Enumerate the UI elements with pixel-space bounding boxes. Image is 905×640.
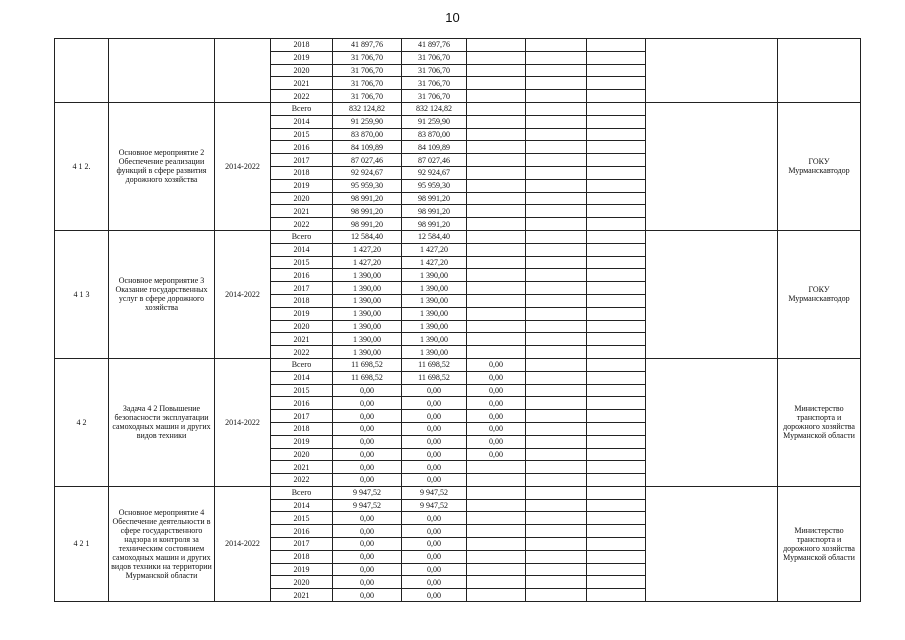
regional-budget-cell: 832 124,82: [402, 102, 467, 115]
total-amount-cell: 0,00: [333, 589, 402, 602]
empty-cell: [526, 448, 587, 461]
regional-budget-cell: 31 706,70: [402, 51, 467, 64]
total-amount-cell: 31 706,70: [333, 51, 402, 64]
year-cell: 2018: [271, 294, 333, 307]
empty-cell: [526, 39, 587, 52]
empty-cell: [526, 230, 587, 243]
total-amount-cell: 1 390,00: [333, 269, 402, 282]
year-cell: 2017: [271, 154, 333, 167]
blank-column-cell: [646, 358, 778, 486]
extra-amount-cell: [467, 128, 526, 141]
empty-cell: [526, 115, 587, 128]
empty-cell: [587, 256, 646, 269]
extra-amount-cell: [467, 179, 526, 192]
empty-cell: [526, 294, 587, 307]
executor-cell: Министерство транспорта и дорожного хозяйства Мурманской области: [778, 486, 861, 601]
year-cell: 2020: [271, 320, 333, 333]
extra-amount-cell: [467, 589, 526, 602]
total-amount-cell: 9 947,52: [333, 486, 402, 499]
extra-amount-cell: [467, 346, 526, 359]
empty-cell: [526, 205, 587, 218]
empty-cell: [526, 486, 587, 499]
year-cell: 2019: [271, 563, 333, 576]
year-cell: 2019: [271, 179, 333, 192]
year-cell: 2017: [271, 282, 333, 295]
year-cell: 2022: [271, 474, 333, 487]
year-cell: 2020: [271, 192, 333, 205]
year-cell: 2018: [271, 166, 333, 179]
empty-cell: [587, 320, 646, 333]
empty-cell: [526, 282, 587, 295]
empty-cell: [587, 51, 646, 64]
empty-cell: [587, 512, 646, 525]
regional-budget-cell: 0,00: [402, 397, 467, 410]
extra-amount-cell: [467, 461, 526, 474]
year-cell: 2016: [271, 397, 333, 410]
total-amount-cell: 1 390,00: [333, 333, 402, 346]
regional-budget-cell: 95 959,30: [402, 179, 467, 192]
regional-budget-cell: 0,00: [402, 589, 467, 602]
empty-cell: [526, 499, 587, 512]
empty-cell: [526, 192, 587, 205]
section-period-cell: 2014-2022: [215, 102, 271, 230]
regional-budget-cell: 0,00: [402, 550, 467, 563]
empty-cell: [526, 576, 587, 589]
extra-amount-cell: 0,00: [467, 358, 526, 371]
empty-cell: [526, 371, 587, 384]
empty-cell: [526, 474, 587, 487]
empty-cell: [526, 154, 587, 167]
year-cell: 2020: [271, 64, 333, 77]
extra-amount-cell: 0,00: [467, 384, 526, 397]
total-amount-cell: 0,00: [333, 512, 402, 525]
total-amount-cell: 0,00: [333, 538, 402, 551]
empty-cell: [526, 397, 587, 410]
year-cell: 2016: [271, 141, 333, 154]
empty-cell: [587, 128, 646, 141]
regional-budget-cell: 1 390,00: [402, 333, 467, 346]
total-amount-cell: 31 706,70: [333, 64, 402, 77]
total-amount-cell: 0,00: [333, 550, 402, 563]
regional-budget-cell: 84 109,89: [402, 141, 467, 154]
empty-cell: [587, 371, 646, 384]
regional-budget-cell: 0,00: [402, 538, 467, 551]
extra-amount-cell: 0,00: [467, 448, 526, 461]
empty-cell: [526, 422, 587, 435]
total-amount-cell: 1 390,00: [333, 320, 402, 333]
extra-amount-cell: [467, 333, 526, 346]
year-cell: 2018: [271, 39, 333, 52]
empty-cell: [526, 243, 587, 256]
regional-budget-cell: 9 947,52: [402, 499, 467, 512]
regional-budget-cell: 11 698,52: [402, 358, 467, 371]
empty-cell: [526, 358, 587, 371]
year-cell: 2019: [271, 435, 333, 448]
empty-cell: [587, 154, 646, 167]
blank-column-cell: [646, 39, 778, 103]
regional-budget-cell: 98 991,20: [402, 192, 467, 205]
empty-cell: [587, 166, 646, 179]
year-cell: 2015: [271, 512, 333, 525]
blank-column-cell: [646, 102, 778, 230]
year-cell: 2016: [271, 269, 333, 282]
extra-amount-cell: [467, 218, 526, 231]
empty-cell: [587, 448, 646, 461]
empty-cell: [587, 77, 646, 90]
extra-amount-cell: [467, 115, 526, 128]
empty-cell: [526, 525, 587, 538]
empty-cell: [526, 141, 587, 154]
regional-budget-cell: 1 390,00: [402, 307, 467, 320]
table-row: [55, 486, 861, 499]
regional-budget-cell: 31 706,70: [402, 77, 467, 90]
year-cell: 2018: [271, 422, 333, 435]
total-amount-cell: 0,00: [333, 576, 402, 589]
regional-budget-cell: 1 390,00: [402, 282, 467, 295]
empty-cell: [587, 525, 646, 538]
empty-cell: [587, 205, 646, 218]
empty-cell: [587, 294, 646, 307]
empty-cell: [587, 269, 646, 282]
empty-cell: [587, 422, 646, 435]
year-cell: 2016: [271, 525, 333, 538]
year-cell: 2020: [271, 576, 333, 589]
year-cell: 2014: [271, 243, 333, 256]
empty-cell: [587, 384, 646, 397]
total-amount-cell: 95 959,30: [333, 179, 402, 192]
extra-amount-cell: 0,00: [467, 371, 526, 384]
total-amount-cell: 832 124,82: [333, 102, 402, 115]
extra-amount-cell: 0,00: [467, 435, 526, 448]
year-cell: 2015: [271, 384, 333, 397]
program-funding-table: [54, 38, 861, 602]
extra-amount-cell: [467, 102, 526, 115]
empty-cell: [526, 269, 587, 282]
extra-amount-cell: [467, 474, 526, 487]
total-amount-cell: 84 109,89: [333, 141, 402, 154]
total-amount-cell: 0,00: [333, 563, 402, 576]
total-amount-cell: 1 427,20: [333, 243, 402, 256]
year-cell: Всего: [271, 486, 333, 499]
section-name-cell: Задача 4 2 Повышение безопасности эксплуатации самоходных машин и других видов техники: [109, 358, 215, 486]
regional-budget-cell: 91 259,90: [402, 115, 467, 128]
regional-budget-cell: 1 390,00: [402, 269, 467, 282]
year-cell: 2014: [271, 499, 333, 512]
total-amount-cell: 98 991,20: [333, 192, 402, 205]
total-amount-cell: 9 947,52: [333, 499, 402, 512]
extra-amount-cell: [467, 141, 526, 154]
total-amount-cell: 0,00: [333, 448, 402, 461]
regional-budget-cell: 31 706,70: [402, 64, 467, 77]
executor-cell: ГОКУ Мурманскавтодор: [778, 230, 861, 358]
extra-amount-cell: [467, 90, 526, 103]
year-cell: 2022: [271, 218, 333, 231]
total-amount-cell: 1 390,00: [333, 294, 402, 307]
total-amount-cell: 11 698,52: [333, 371, 402, 384]
regional-budget-cell: 1 390,00: [402, 320, 467, 333]
year-cell: 2020: [271, 448, 333, 461]
empty-cell: [587, 179, 646, 192]
table-row: [55, 230, 861, 243]
empty-cell: [526, 461, 587, 474]
executor-cell: [778, 39, 861, 103]
total-amount-cell: 87 027,46: [333, 154, 402, 167]
section-code-cell: 4 2 1: [55, 486, 109, 601]
extra-amount-cell: [467, 205, 526, 218]
empty-cell: [526, 410, 587, 423]
total-amount-cell: 91 259,90: [333, 115, 402, 128]
empty-cell: [587, 358, 646, 371]
section-period-cell: 2014-2022: [215, 358, 271, 486]
extra-amount-cell: [467, 576, 526, 589]
regional-budget-cell: 0,00: [402, 435, 467, 448]
empty-cell: [526, 512, 587, 525]
regional-budget-cell: 0,00: [402, 525, 467, 538]
regional-budget-cell: 31 706,70: [402, 90, 467, 103]
extra-amount-cell: [467, 51, 526, 64]
regional-budget-cell: 11 698,52: [402, 371, 467, 384]
empty-cell: [587, 90, 646, 103]
regional-budget-cell: 98 991,20: [402, 218, 467, 231]
blank-column-cell: [646, 230, 778, 358]
section-code-cell: 4 1 2.: [55, 102, 109, 230]
section-name-cell: Основное мероприятие 3 Оказание государственных услуг в сфере дорожного хозяйства: [109, 230, 215, 358]
extra-amount-cell: [467, 307, 526, 320]
empty-cell: [526, 307, 587, 320]
empty-cell: [587, 435, 646, 448]
year-cell: Всего: [271, 102, 333, 115]
empty-cell: [526, 179, 587, 192]
extra-amount-cell: [467, 64, 526, 77]
empty-cell: [526, 64, 587, 77]
extra-amount-cell: [467, 230, 526, 243]
total-amount-cell: 1 390,00: [333, 346, 402, 359]
total-amount-cell: 98 991,20: [333, 218, 402, 231]
executor-cell: Министерство транспорта и дорожного хозяйства Мурманской области: [778, 358, 861, 486]
empty-cell: [587, 243, 646, 256]
table-row: [55, 358, 861, 371]
total-amount-cell: 0,00: [333, 397, 402, 410]
empty-cell: [526, 538, 587, 551]
year-cell: 2017: [271, 538, 333, 551]
extra-amount-cell: [467, 77, 526, 90]
total-amount-cell: 11 698,52: [333, 358, 402, 371]
section-period-cell: 2014-2022: [215, 230, 271, 358]
empty-cell: [587, 115, 646, 128]
empty-cell: [587, 397, 646, 410]
regional-budget-cell: 0,00: [402, 422, 467, 435]
extra-amount-cell: [467, 550, 526, 563]
extra-amount-cell: [467, 512, 526, 525]
total-amount-cell: 1 390,00: [333, 282, 402, 295]
extra-amount-cell: [467, 294, 526, 307]
regional-budget-cell: 83 870,00: [402, 128, 467, 141]
empty-cell: [587, 346, 646, 359]
empty-cell: [587, 192, 646, 205]
extra-amount-cell: [467, 39, 526, 52]
section-period-cell: 2014-2022: [215, 486, 271, 601]
empty-cell: [587, 282, 646, 295]
regional-budget-cell: 1 427,20: [402, 256, 467, 269]
extra-amount-cell: [467, 486, 526, 499]
regional-budget-cell: 92 924,67: [402, 166, 467, 179]
empty-cell: [587, 563, 646, 576]
empty-cell: [526, 384, 587, 397]
empty-cell: [526, 589, 587, 602]
total-amount-cell: 31 706,70: [333, 90, 402, 103]
section-name-cell: Основное мероприятие 2 Обеспечение реализации функций в сфере развития дорожного хозяйства: [109, 102, 215, 230]
empty-cell: [526, 256, 587, 269]
empty-cell: [587, 589, 646, 602]
year-cell: 2022: [271, 346, 333, 359]
empty-cell: [587, 102, 646, 115]
empty-cell: [587, 486, 646, 499]
extra-amount-cell: [467, 166, 526, 179]
section-code-cell: 4 2: [55, 358, 109, 486]
empty-cell: [526, 77, 587, 90]
regional-budget-cell: 41 897,76: [402, 39, 467, 52]
regional-budget-cell: 1 427,20: [402, 243, 467, 256]
extra-amount-cell: [467, 192, 526, 205]
empty-cell: [587, 64, 646, 77]
empty-cell: [526, 346, 587, 359]
year-cell: 2015: [271, 256, 333, 269]
year-cell: 2021: [271, 77, 333, 90]
total-amount-cell: 98 991,20: [333, 205, 402, 218]
regional-budget-cell: 1 390,00: [402, 294, 467, 307]
total-amount-cell: 0,00: [333, 384, 402, 397]
regional-budget-cell: 0,00: [402, 410, 467, 423]
empty-cell: [526, 320, 587, 333]
total-amount-cell: 92 924,67: [333, 166, 402, 179]
empty-cell: [526, 90, 587, 103]
regional-budget-cell: 0,00: [402, 448, 467, 461]
section-period-cell: [215, 39, 271, 103]
section-name-cell: Основное мероприятие 4 Обеспечение деятельности в сфере государственного надзора и контроля за техническим состоянием самоходных машин и других видов техники на территории Мурманской области: [109, 486, 215, 601]
regional-budget-cell: 0,00: [402, 512, 467, 525]
page-number: 10: [445, 10, 460, 25]
empty-cell: [587, 538, 646, 551]
extra-amount-cell: [467, 525, 526, 538]
regional-budget-cell: 98 991,20: [402, 205, 467, 218]
executor-cell: ГОКУ Мурманскавтодор: [778, 102, 861, 230]
year-cell: 2018: [271, 550, 333, 563]
section-name-cell: [109, 39, 215, 103]
regional-budget-cell: 1 390,00: [402, 346, 467, 359]
empty-cell: [587, 218, 646, 231]
empty-cell: [587, 230, 646, 243]
regional-budget-cell: 0,00: [402, 474, 467, 487]
year-cell: Всего: [271, 230, 333, 243]
total-amount-cell: 83 870,00: [333, 128, 402, 141]
extra-amount-cell: [467, 538, 526, 551]
extra-amount-cell: [467, 320, 526, 333]
empty-cell: [587, 499, 646, 512]
year-cell: 2017: [271, 410, 333, 423]
empty-cell: [526, 102, 587, 115]
year-cell: Всего: [271, 358, 333, 371]
empty-cell: [587, 307, 646, 320]
empty-cell: [587, 141, 646, 154]
extra-amount-cell: [467, 282, 526, 295]
empty-cell: [587, 39, 646, 52]
extra-amount-cell: [467, 243, 526, 256]
extra-amount-cell: [467, 269, 526, 282]
table-row: [55, 39, 861, 52]
extra-amount-cell: [467, 154, 526, 167]
empty-cell: [587, 410, 646, 423]
total-amount-cell: 1 427,20: [333, 256, 402, 269]
total-amount-cell: 0,00: [333, 525, 402, 538]
empty-cell: [526, 435, 587, 448]
regional-budget-cell: 9 947,52: [402, 486, 467, 499]
regional-budget-cell: 0,00: [402, 563, 467, 576]
empty-cell: [587, 333, 646, 346]
total-amount-cell: 1 390,00: [333, 307, 402, 320]
year-cell: 2021: [271, 205, 333, 218]
year-cell: 2021: [271, 589, 333, 602]
regional-budget-cell: 0,00: [402, 384, 467, 397]
extra-amount-cell: [467, 499, 526, 512]
year-cell: 2014: [271, 371, 333, 384]
year-cell: 2014: [271, 115, 333, 128]
extra-amount-cell: 0,00: [467, 422, 526, 435]
extra-amount-cell: 0,00: [467, 410, 526, 423]
extra-amount-cell: 0,00: [467, 397, 526, 410]
section-code-cell: [55, 39, 109, 103]
empty-cell: [526, 218, 587, 231]
total-amount-cell: 0,00: [333, 474, 402, 487]
empty-cell: [526, 333, 587, 346]
empty-cell: [587, 550, 646, 563]
table-row: [55, 102, 861, 115]
year-cell: 2019: [271, 51, 333, 64]
empty-cell: [526, 166, 587, 179]
total-amount-cell: 41 897,76: [333, 39, 402, 52]
regional-budget-cell: 0,00: [402, 576, 467, 589]
empty-cell: [526, 51, 587, 64]
empty-cell: [587, 576, 646, 589]
year-cell: 2022: [271, 90, 333, 103]
year-cell: 2019: [271, 307, 333, 320]
year-cell: 2021: [271, 333, 333, 346]
extra-amount-cell: [467, 256, 526, 269]
empty-cell: [587, 474, 646, 487]
empty-cell: [526, 128, 587, 141]
empty-cell: [526, 563, 587, 576]
total-amount-cell: 12 584,40: [333, 230, 402, 243]
empty-cell: [526, 550, 587, 563]
empty-cell: [587, 461, 646, 474]
total-amount-cell: 31 706,70: [333, 77, 402, 90]
total-amount-cell: 0,00: [333, 422, 402, 435]
regional-budget-cell: 0,00: [402, 461, 467, 474]
extra-amount-cell: [467, 563, 526, 576]
regional-budget-cell: 12 584,40: [402, 230, 467, 243]
total-amount-cell: 0,00: [333, 435, 402, 448]
blank-column-cell: [646, 486, 778, 601]
total-amount-cell: 0,00: [333, 410, 402, 423]
section-code-cell: 4 1 3: [55, 230, 109, 358]
year-cell: 2015: [271, 128, 333, 141]
total-amount-cell: 0,00: [333, 461, 402, 474]
year-cell: 2021: [271, 461, 333, 474]
regional-budget-cell: 87 027,46: [402, 154, 467, 167]
